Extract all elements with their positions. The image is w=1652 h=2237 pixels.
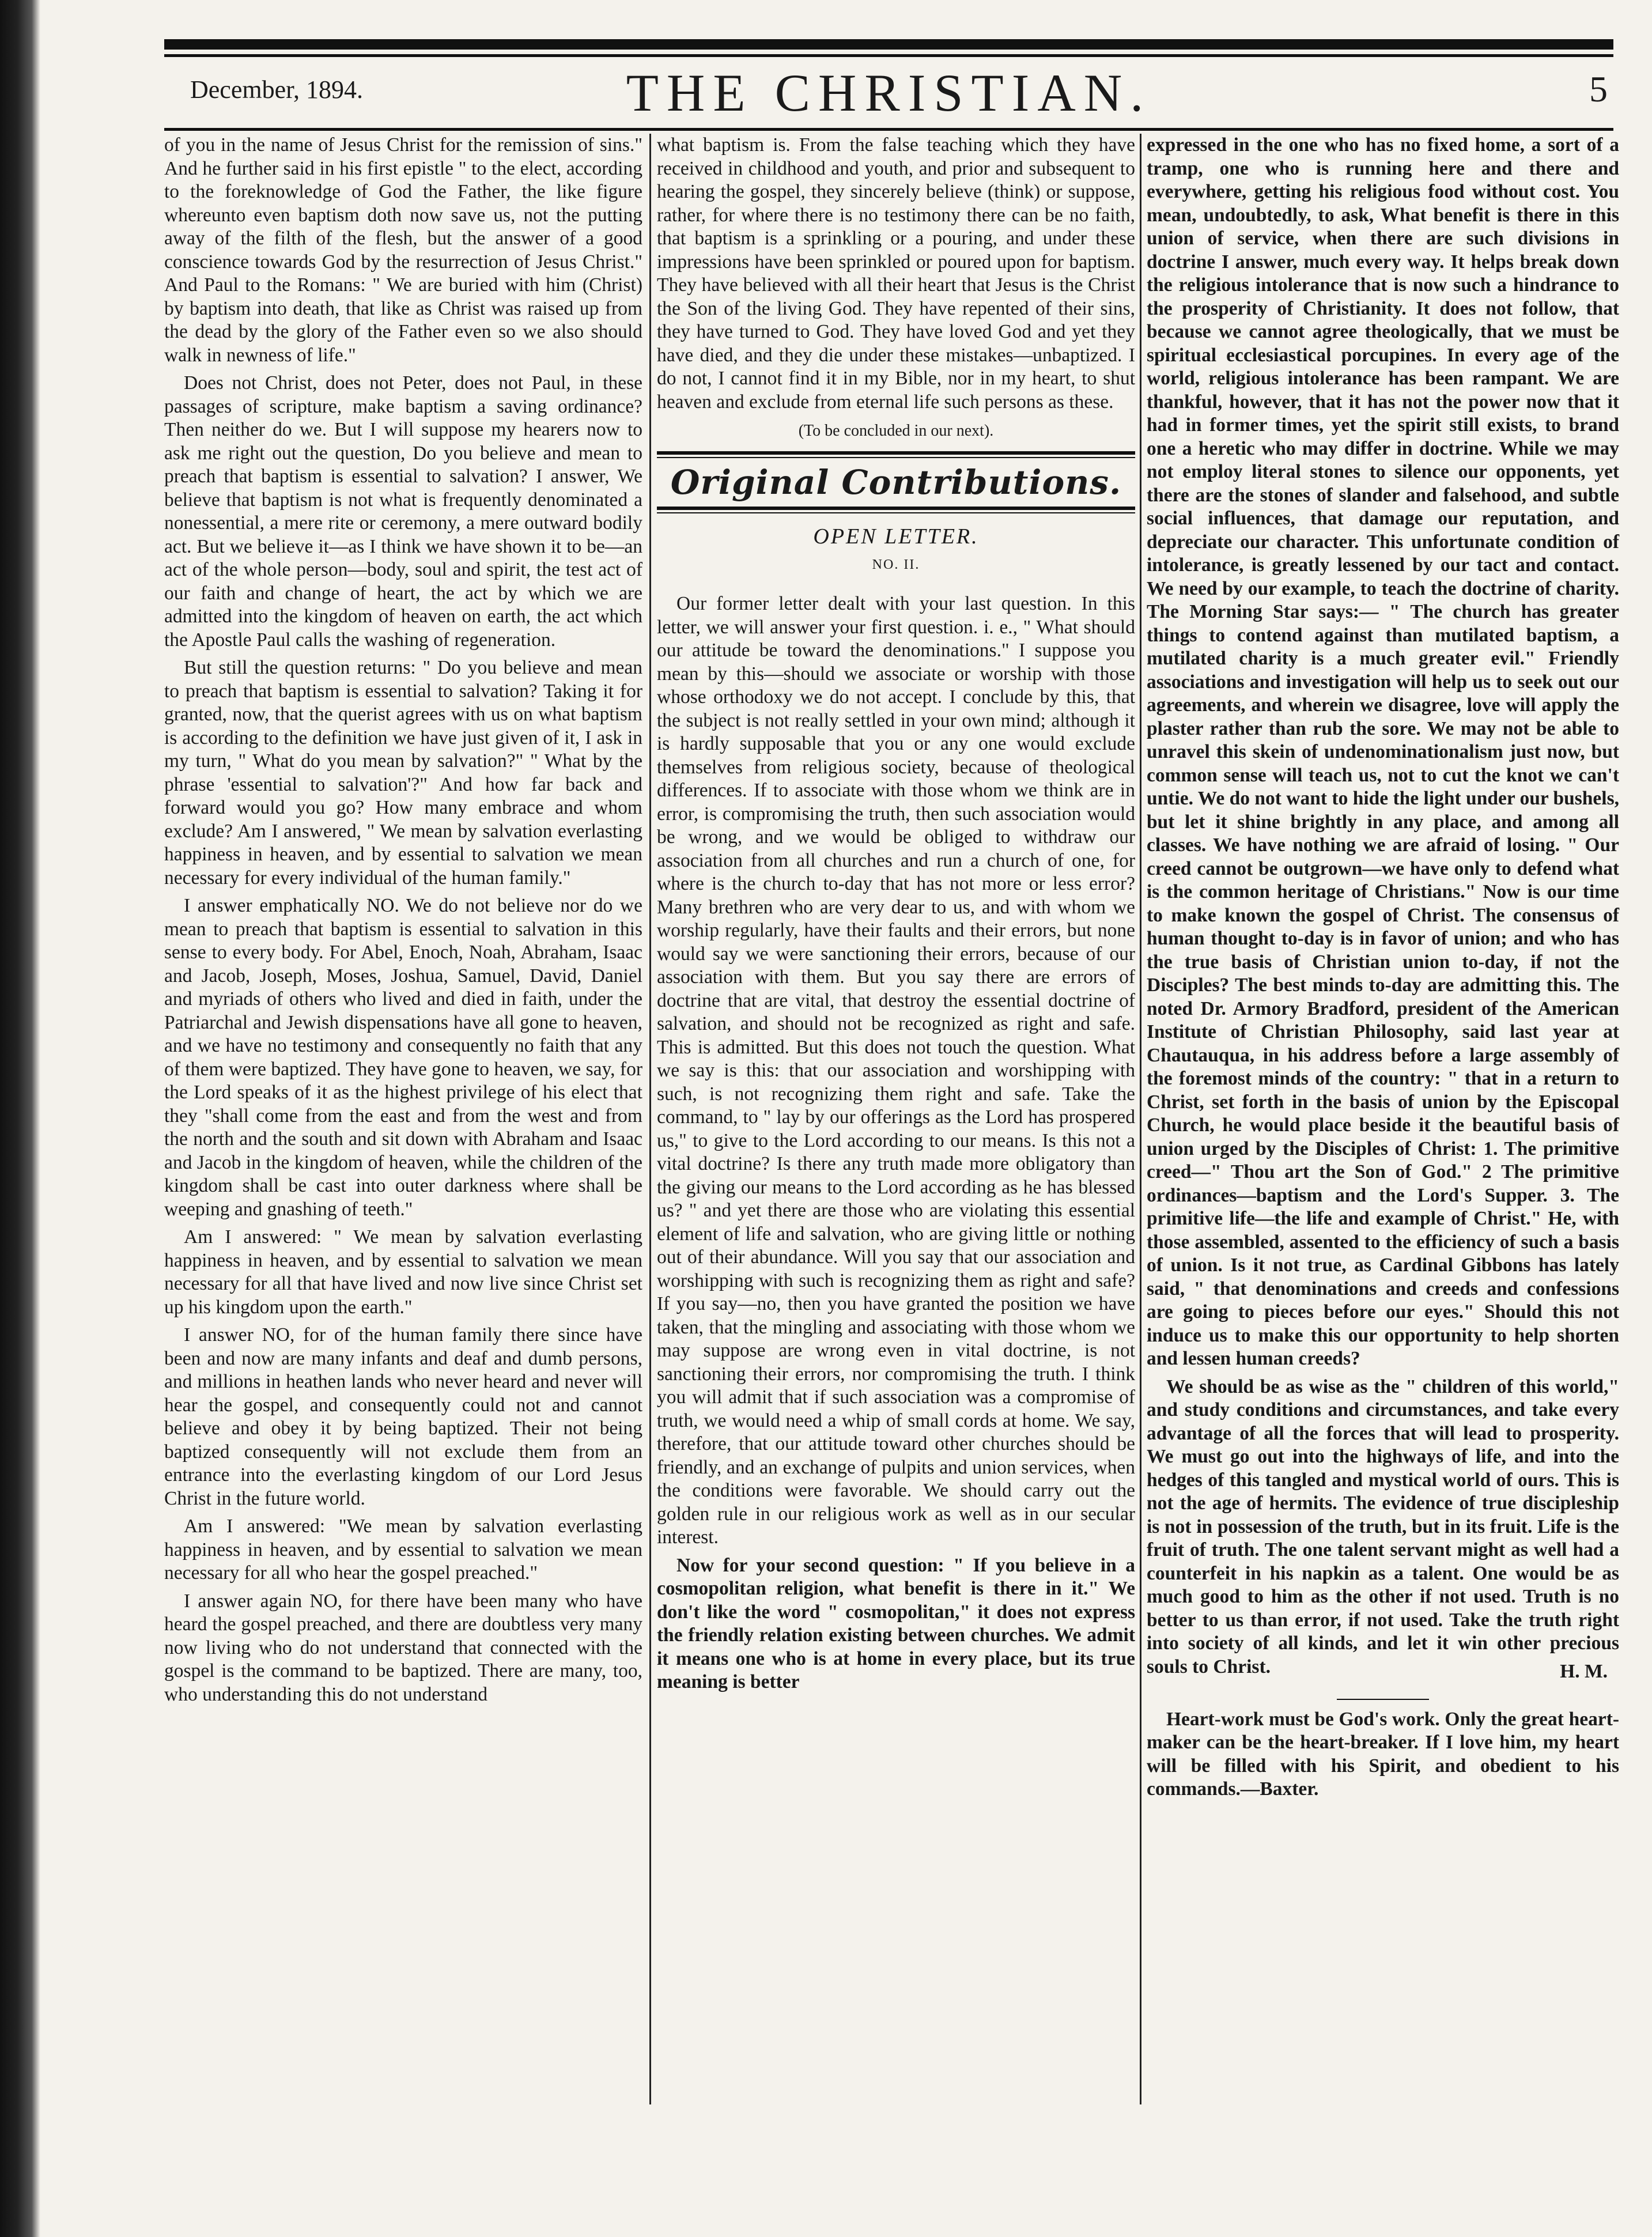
column-1 bbox=[164, 134, 642, 2151]
section-rule bbox=[657, 507, 1135, 513]
continuation-note: (To be concluded in our next). bbox=[798, 422, 994, 440]
closing-quote: Heart-work must be God's work. Only the great heart-maker can be the heart-breaker. If I love him, my heart will be filled with his Spirit, and obedient to his commands.—Baxter. bbox=[1147, 1708, 1619, 1800]
paragraph: Am I answered: "We mean by salvation everlasting happiness in heaven, and by essential to salvation we mean necessary for all who hear the gospel preached." bbox=[164, 1516, 642, 1584]
scan-edge bbox=[0, 0, 40, 2237]
paragraph: We should be as wise as the " children of this world," and study conditions and circumstances, and take every advantage of all the forces that will lead to prosperity. We must go out into the highways of life, and into the hedges of this tangled and mystical world of ours. This is not the age of hermits. The evidence of true discipleship is not in possession of the truth, but in its fruit. Life is the fruit of truth. The one talent servant might as well had a counterfeit in his napkin as a talent. One would be as much good to him as the other if not used. Truth is no better to us than error, if not used. Take the truth right into society of all kinds, and let it win other precious souls to Christ. bbox=[1147, 1376, 1619, 1677]
newspaper-title: THE CHRISTIAN. bbox=[626, 63, 1152, 122]
column-divider bbox=[649, 134, 651, 2104]
paragraph: Our former letter dealt with your last question. In this letter, we will answer your first question. i. e., " What should our attitude be toward the denominations." I suppose you mean by this—should we associate or worship with those whose orthodoxy we do not accept. I conclude by this, that the subject is not really settled in your own mind; although it is hardly supposable that you or any one would exclude themselves from religious society, because of theological differences. If to associate with those whom we think are in error, is compromising the truth, then such association would be wrong, and we would be obliged to withdraw our association from all churches and run a church of one, for where is the church to-day that has not more or less error? Many brethren who are very dear to us, and with whom we worship regularly, have their faults and their errors, but none would say we were sanctioning their errors, because of our association with them. But you say there are errors of doctrine that are vital, that destroy the essential doctrine of salvation, and should not be recognized as right and safe. This is admitted. But this does not touch the question. What we say is this: that our association and worshipping with such, is not recognizing them right and safe. Take the command, to " lay by our offerings as the Lord has prospered us," to give to the Lord according to our means. Is this not a vital doctrine? Is there any truth made more obligatory than the giving our means to the Lord according as he has blessed us? " and yet there are those who are violating this essential element of life and salvation, who are giving little or nothing out of their abundance. Will you say that our association and worshipping with such is recognizing them as right and safe? If you say—no, then you have granted the position we have taken, that the mingling and associating with those whom we may suppose are wrong even in vital doctrine, is not sanctioning their errors, nor compromising the truth. I think you will admit that if such association was a compromise of truth, we would need a whip of small cords at home. We say, therefore, that our attitude toward other churches should be friendly, and an exchange of pulpits and union services, when the conditions were favorable. We should carry out the golden rule in our religious work as well as in our secular interest. bbox=[657, 593, 1135, 1548]
paragraph: Does not Christ, does not Peter, does not Paul, in these passages of scripture, make baptism a saving ordinance? Then neither do we. But I will suppose my hearers now to ask me right out the question, Do you believe and mean to preach that baptism is essential to salvation? I answer, We believe that baptism is not what is frequently denominated a nonessential, a mere rite or ceremony, a mere outward bodily act. But we believe it—as I think we have shown it to be—an act of the whole person—body, soul and spirit, the test act of our faith and change of heart, the act by which we are admitted into the kingdom of heaven on earth, the act which the Apostle Paul calls the washing of regeneration. bbox=[164, 372, 642, 651]
paragraph: of you in the name of Jesus Christ for the remission of sins." And he further said in his first epistle " to the elect, according to the foreknowledge of God the Father, the like figure whereunto even baptism doth now save us, not the putting away of the filth of the flesh, but the answer of a good conscience towards God by the resurrection of Jesus Christ." And Paul to the Romans: " We are buried with him (Christ) by baptism into death, that like as Christ was raised up from the dead by the glory of the Father even so we also should walk in newness of life." bbox=[164, 134, 642, 366]
paragraph: Am I answered: " We mean by salvation everlasting happiness in heaven, and by essential to salvation we mean necessary for all that have lived and now live since Christ set up his kingdom upon the earth." bbox=[164, 1226, 642, 1318]
paragraph: But still the question returns: " Do you believe and mean to preach that baptism is essential to salvation? Taking it for granted, now, that the querist agrees with us on what baptism is according to the definition we have just given of it, I ask in my turn, " What do you mean by salvation?" " What by the phrase 'essential to salvation'?" And how far back and forward would you go? How many embrace and whom exclude? Am I answered, " We mean by salvation everlasting happiness in heaven, and by essential to salvation we mean necessary for every individual of the human family." bbox=[164, 657, 642, 889]
section-rule bbox=[657, 451, 1135, 458]
paragraph: expressed in the one who has no fixed home, a sort of a tramp, one who is running here and there and everywhere, getting his religious food without cost. You mean, undoubtedly, to ask, What benefit is there in this union of service, when there are such divisions in doctrine I answer, much every way. It helps break down the religious intolerance that is now such a hindrance to the prosperity of Christianity. It does not follow, that because we cannot agree theologically, that we must be spiritual ecclesiastical porcupines. In every age of the world, religious intolerance has been rampant. We are thankful, however, that it has not the power now that it had in former times, yet the spirit still exists, to brand one a heretic who may differ in doctrine. While we may not employ literal stones to silence our opponents, yet there are the stones of slander and falsehood, and subtle social influences, that damage our reputation, and depreciate our character. This unfortunate condition of intolerance, is greatly lessened by our tact and contact. We need by our example, to teach the doctrine of charity. The Morning Star says:— " The church has greater things to contend against than mutilated baptism, a mutilated charity is a much greater evil." Friendly associations and investigation will help us to seek out our agreements, and wherein we disagree, love will apply the plaster rather than rub the sore. We may not be able to unravel this skein of undenominationalism just now, but common sense will teach us, not to cut the knot we can't untie. We do not want to hide the light under our bushels, but let it shine brightly in any place, and among all classes. We have nothing we are afraid of losing. " Our creed cannot be outgrown—we have only to defend what is the common heritage of Christians." Now is our time to make known the gospel of Christ. The consensus of human thought to-day is in favor of union; and who has the true basis of Christian union to-day, if not the Disciples? The best minds to-day are admitting this. The noted Dr. Armory Bradford, president of the American Institute of Christian Philosophy, said last year at Chautauqua, in his address before a large assembly of the foremost minds of the country: " that in a return to Christ, set forth in the basis of union by the Episcopal Church, he would place beside it the beautiful basis of union urged by the Disciples of Christ: 1. The primitive creed—" Thou art the Son of God." 2 The primitive ordinances—baptism and the Lord's Supper. 3. The primitive life—the life and example of Christ." He, with those assembled, assented to the efficiency of such a basis of union. Is it not true, as Cardinal Gibbons has lately said, " that denominations and creeds and confessions are going to pieces before our eyes." Should this not induce us to make this our opportunity to help shorten and lessen human creeds? bbox=[1147, 134, 1619, 1369]
paragraph: Now for your second question: " If you believe in a cosmopolitan religion, what benefit is there in it." We don't like the word " cosmopolitan," it does not express the friendly relation existing between churches. We admit it means one who is at home in every place, but its true meaning is better bbox=[657, 1554, 1135, 1692]
top-rule-thin bbox=[164, 54, 1613, 57]
section-heading: Original Contributions. bbox=[670, 462, 1122, 502]
issue-date: December, 1894. bbox=[190, 75, 364, 104]
article-title: OPEN LETTER. bbox=[813, 524, 979, 549]
separator-rule bbox=[1337, 1699, 1429, 1700]
paragraph: I answer emphatically NO. We do not believe nor do we mean to preach that baptism is essential to salvation in this sense to every body. For Abel, Enoch, Noah, Abraham, Isaac and Jacob, Joseph, Moses, Joshua, Samuel, David, Daniel and myriads of others who lived and died in faith, under the Patriarchal and Jewish dispensations have all gone to heaven, and we have no testimony and consequently no faith that any of them were baptized. They have gone to heaven, we say, for the Lord speaks of it as the highest privilege of his elect that they "shall come from the east and from the west and from the north and the south and sit down with Abraham and Isaac and Jacob in the kingdom of heaven, while the children of the kingdom shall be cast into outer darkness where shall be weeping and gnashing of teeth." bbox=[164, 895, 642, 1220]
paragraph: I answer again NO, for there have been many who have heard the gospel preached, and there are doubtless very many now living who do not understand that connected with the gospel is the command to be baptized. There are many, too, who understanding this do not understand bbox=[164, 1590, 642, 1705]
column-3 bbox=[1147, 134, 1619, 2151]
top-rule bbox=[164, 39, 1613, 50]
column-divider bbox=[1140, 134, 1141, 2104]
column-2 bbox=[657, 134, 1135, 2151]
author-signature: H. M. bbox=[1560, 1661, 1608, 1682]
page-number: 5 bbox=[1589, 69, 1608, 109]
paragraph: I answer NO, for of the human family there since have been and now are many infants and deaf and dumb persons, and millions in heathen lands who never heard and never will hear the gospel, and consequently could not and cannot believe and obey it by being baptized. Their not being baptized consequently will not exclude them from an entrance into the everlasting kingdom of our Lord Jesus Christ in the future world. bbox=[164, 1324, 642, 1509]
masthead-rule bbox=[164, 128, 1613, 131]
article-number: NO. II. bbox=[872, 557, 920, 572]
masthead bbox=[164, 62, 1613, 126]
paragraph: what baptism is. From the false teaching which they have received in childhood and youth, and prior and subsequent to hearing the gospel, they sincerely believe (think) or suppose, rather, for where there is no testimony there can be no faith, that baptism is a sprinkling or a pouring, and under these impressions have been sprinkled or poured upon for baptism. They have believed with all their heart that Jesus is the Christ the Son of the living God. They have repented of their sins, they have turned to God. They have loved God and yet they have died, and they die under these mistakes—unbaptized. I do not, I cannot find it in my Bible, nor in my heart, to shut heaven and exclude from eternal life such persons as these. bbox=[657, 134, 1135, 413]
